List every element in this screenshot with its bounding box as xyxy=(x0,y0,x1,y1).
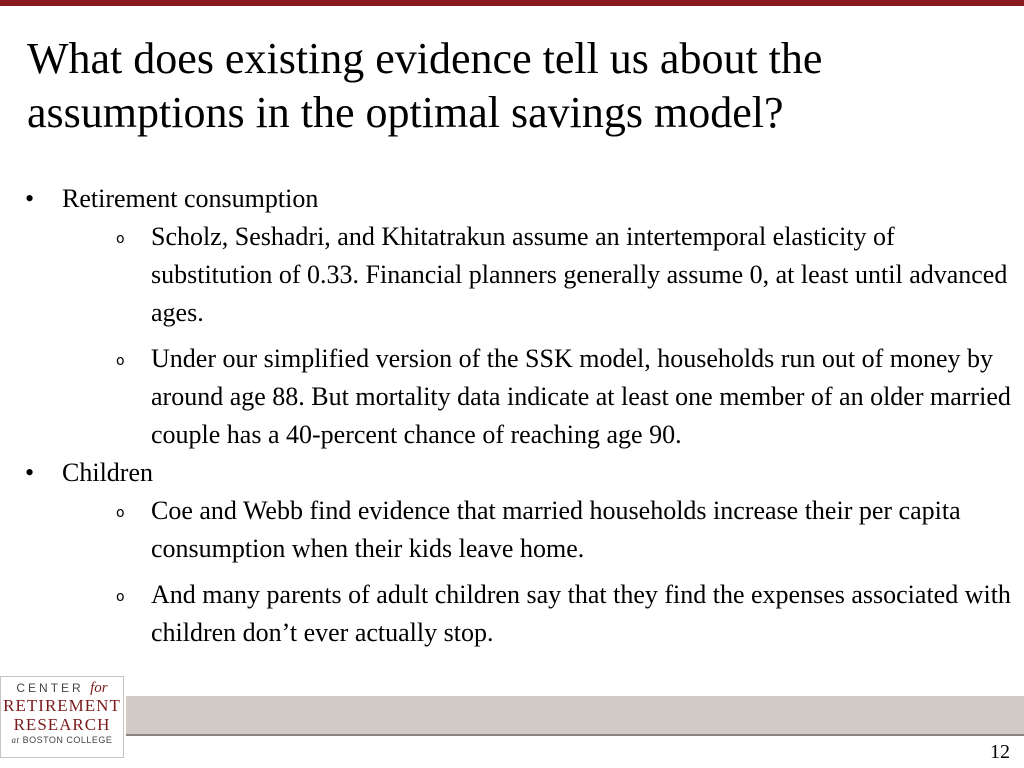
bullet-circle-icon: o xyxy=(116,231,125,247)
sub-bullet-coe-webb xyxy=(0,492,1024,568)
bullet-heading: Children xyxy=(62,458,153,487)
footer-band xyxy=(126,696,1024,734)
slide-body xyxy=(0,180,1024,652)
bullet-retirement-consumption xyxy=(0,180,1024,218)
slide-title: What does existing evidence tell us about the assumptions in the optimal savings model? xyxy=(27,34,823,137)
bullet-children xyxy=(0,454,1024,492)
sub-bullet-text: And many parents of adult children say that they find the expenses associated with children don’t ever actually stop. xyxy=(151,580,1011,647)
logo-line-boston-college: at BOSTON COLLEGE xyxy=(11,735,113,745)
sub-bullet-text: Coe and Webb find evidence that married households increase their per capita consumption when their kids leave home. xyxy=(151,496,961,563)
bullet-circle-icon: o xyxy=(116,353,125,369)
logo-line-center: CENTER for xyxy=(16,680,108,696)
bullet-circle-icon: o xyxy=(116,505,125,521)
sub-bullet-run-out-of-money xyxy=(0,340,1024,454)
sub-bullet-text: Under our simplified version of the SSK model, households run out of money by around age 88. But mortality data indicate at least one member of an older married couple has a 40-percent chance of reaching age 90. xyxy=(151,344,1011,449)
sub-bullet-expenses-never-stop xyxy=(0,576,1024,652)
bullet-dot-icon: • xyxy=(25,184,35,213)
bullet-circle-icon: o xyxy=(116,589,125,605)
sub-bullet-ssk-elasticity xyxy=(0,218,1024,332)
logo-line-research: RESEARCH xyxy=(13,715,111,734)
sub-bullet-text: Scholz, Seshadri, and Khitatrakun assume an intertemporal elasticity of substitution of 0.33. Financial planners generally assume 0, at least until advanced ages. xyxy=(151,222,1008,327)
bullet-dot-icon: • xyxy=(25,458,35,487)
page-number: 12 xyxy=(990,741,1010,763)
footer-divider xyxy=(126,734,1024,736)
bullet-heading: Retirement consumption xyxy=(62,184,319,213)
top-accent-bar xyxy=(0,0,1024,6)
crr-logo xyxy=(0,676,124,758)
logo-line-retirement: RETIREMENT xyxy=(3,696,121,715)
